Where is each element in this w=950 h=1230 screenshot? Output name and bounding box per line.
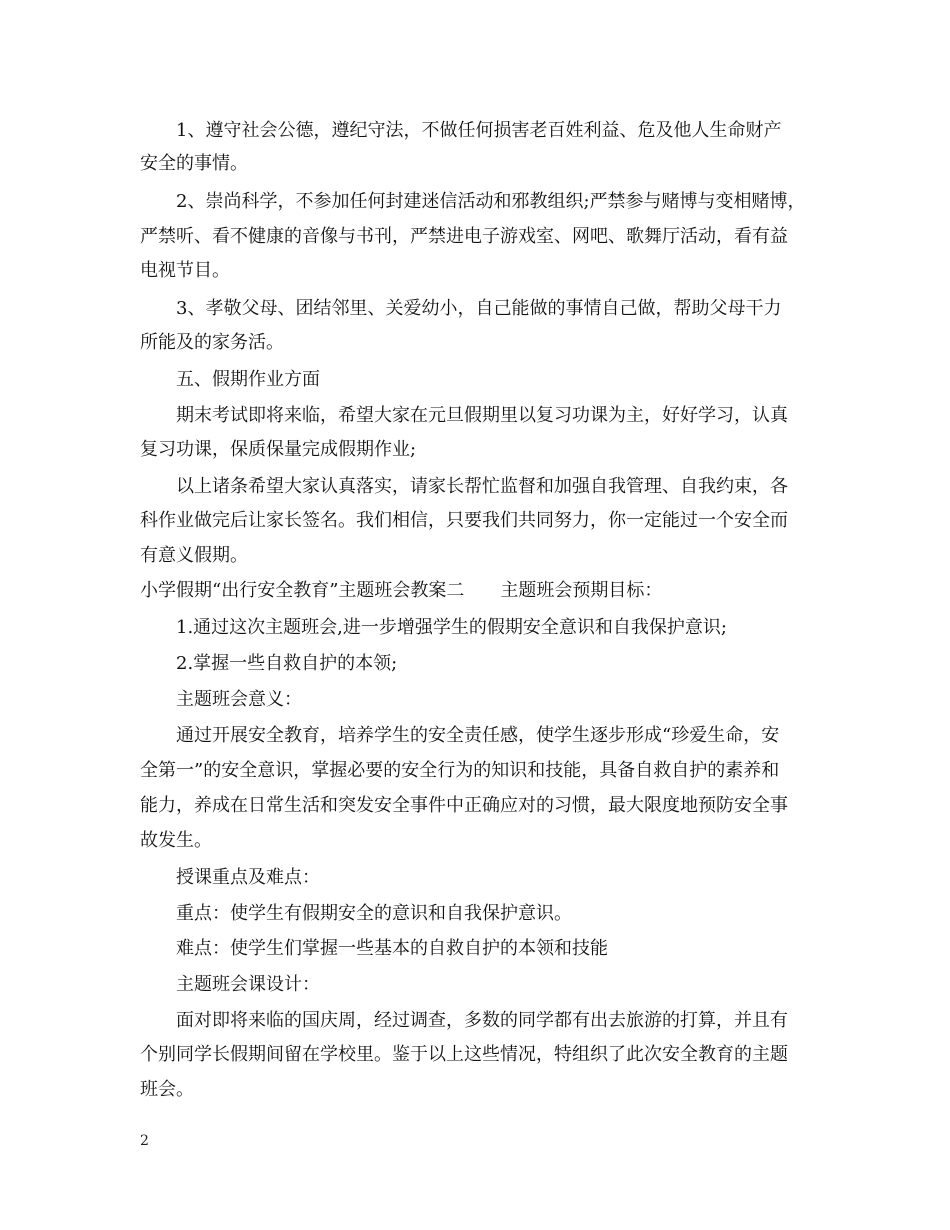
list-item: 1.通过这次主题班会,进一步增强学生的假期安全意识和自我保护意识;	[176, 617, 727, 638]
text-line: 安全的事情。	[140, 153, 248, 174]
document-title-line	[0, 578, 950, 604]
page-number: 2	[140, 1133, 149, 1149]
text-line: 3、孝敬父母、团结邻里、关爱幼小，自己能做的事情自己做，帮助父母干力	[176, 298, 782, 319]
text-line: 面对即将来临的国庆周，经过调查，多数的同学都有出去旅游的打算，并且有	[176, 1010, 788, 1031]
text-line: 重点：使学生有假期安全的意识和自我保护意识。	[176, 903, 572, 924]
text-line: 有意义假期。	[140, 545, 248, 566]
text-line: 复习功课，保质保量完成假期作业;	[140, 439, 417, 460]
goals-heading: 主题班会预期目标：	[500, 580, 663, 601]
text-line: 难点：使学生们掌握一些基本的自救自护的本领和技能	[176, 938, 608, 959]
text-line: 全第一”的安全意识，掌握必要的安全行为的知识和技能，具备自救自护的素养和	[140, 760, 780, 781]
text-line: 1、遵守社会公德，遵纪守法，不做任何损害老百姓利益、危及他人生命财产	[176, 120, 782, 141]
list-item: 2.掌握一些自救自护的本领;	[176, 653, 398, 674]
text-line: 所能及的家务活。	[140, 332, 284, 353]
text-line: 故发生。	[140, 830, 212, 851]
section-heading: 主题班会课设计：	[176, 974, 320, 995]
document-title: 小学假期“出行安全教育”主题班会教案二	[140, 580, 465, 601]
text-line: 个别同学长假期间留在学校里。鉴于以上这些情况，特组织了此次安全教育的主题	[140, 1044, 788, 1065]
section-heading: 主题班会意义：	[176, 689, 302, 710]
text-line: 2、崇尚科学，不参加任何封建迷信活动和邪教组织;严禁参与赌博与变相赌博，	[176, 191, 806, 212]
section-heading: 五、假期作业方面	[176, 369, 320, 390]
text-line: 严禁听、看不健康的音像与书刊，严禁进电子游戏室、网吧、歌舞厅活动，看有益	[140, 226, 788, 247]
text-line: 电视节目。	[140, 260, 230, 281]
text-line: 科作业做完后让家长签名。我们相信，只要我们共同努力，你一定能过一个安全而	[140, 510, 788, 531]
text-line: 班会。	[140, 1079, 194, 1100]
text-line: 以上诸条希望大家认真落实，请家长帮忙监督和加强自我管理、自我约束，各	[176, 476, 788, 497]
text-line: 能力，养成在日常生活和突发安全事件中正确应对的习惯，最大限度地预防安全事	[140, 795, 788, 816]
text-line: 通过开展安全教育，培养学生的安全责任感，使学生逐步形成“珍爱生命，安	[176, 725, 780, 746]
section-heading: 授课重点及难点：	[176, 867, 320, 888]
text-line: 期末考试即将来临，希望大家在元旦假期里以复习功课为主，好好学习，认真	[176, 405, 788, 426]
